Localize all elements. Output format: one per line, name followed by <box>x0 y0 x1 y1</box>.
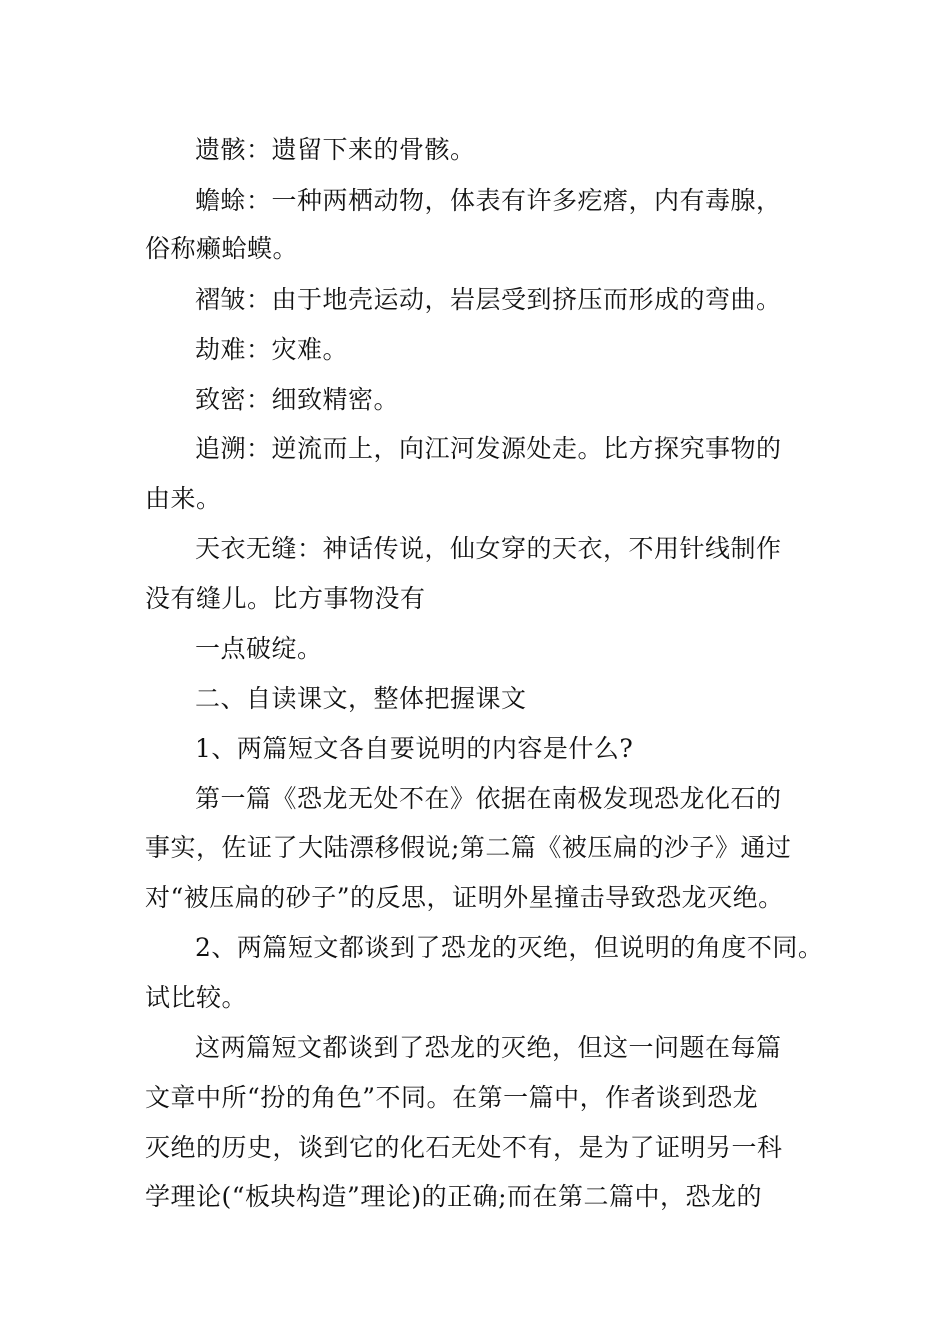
text-line: 蟾蜍：一种两栖动物，体表有许多疙瘩，内有毒腺， <box>195 186 782 215</box>
text-line: 褶皱：由于地壳运动，岩层受到挤压而形成的弯曲。 <box>195 285 782 314</box>
section-heading: 二、自读课文，整体把握课文 <box>195 684 527 713</box>
text-line: 第一篇《恐龙无处不在》依据在南极发现恐龙化石的 <box>195 784 782 813</box>
text-line: 事实，佐证了大陆漂移假说;第二篇《被压扁的沙子》通过 <box>145 833 792 862</box>
text-line: 学理论(“板块构造”理论)的正确;而在第二篇中，恐龙的 <box>145 1182 762 1211</box>
text-line: 遗骸：遗留下来的骨骸。 <box>195 135 476 164</box>
text-line: 劫难：灾难。 <box>195 335 349 364</box>
text-line: 文章中所“扮的角色”不同。在第一篇中，作者谈到恐龙 <box>145 1083 759 1112</box>
text-line: 追溯：逆流而上，向江河发源处走。比方探究事物的 <box>195 434 782 463</box>
text-line: 一点破绽。 <box>195 634 323 663</box>
question-line: 2、两篇短文都谈到了恐龙的灭绝，但说明的角度不同。 <box>195 933 824 962</box>
text-line: 灭绝的历史，谈到它的化石无处不有，是为了证明另一科 <box>145 1133 783 1162</box>
text-line: 致密：细致精密。 <box>195 385 400 414</box>
text-line: 俗称癞蛤蟆。 <box>145 234 299 263</box>
text-line: 这两篇短文都谈到了恐龙的灭绝，但这一问题在每篇 <box>195 1033 782 1062</box>
text-line: 对“被压扁的砂子”的反思，证明外星撞击导致恐龙灭绝。 <box>145 883 784 912</box>
text-line: 天衣无缝：神话传说，仙女穿的天衣，不用针线制作 <box>195 534 782 563</box>
text-line: 由来。 <box>145 484 222 513</box>
question-line: 试比较。 <box>145 983 248 1012</box>
text-line: 没有缝儿。比方事物没有 <box>145 584 426 613</box>
question-line: 1、两篇短文各自要说明的内容是什么? <box>195 734 634 763</box>
